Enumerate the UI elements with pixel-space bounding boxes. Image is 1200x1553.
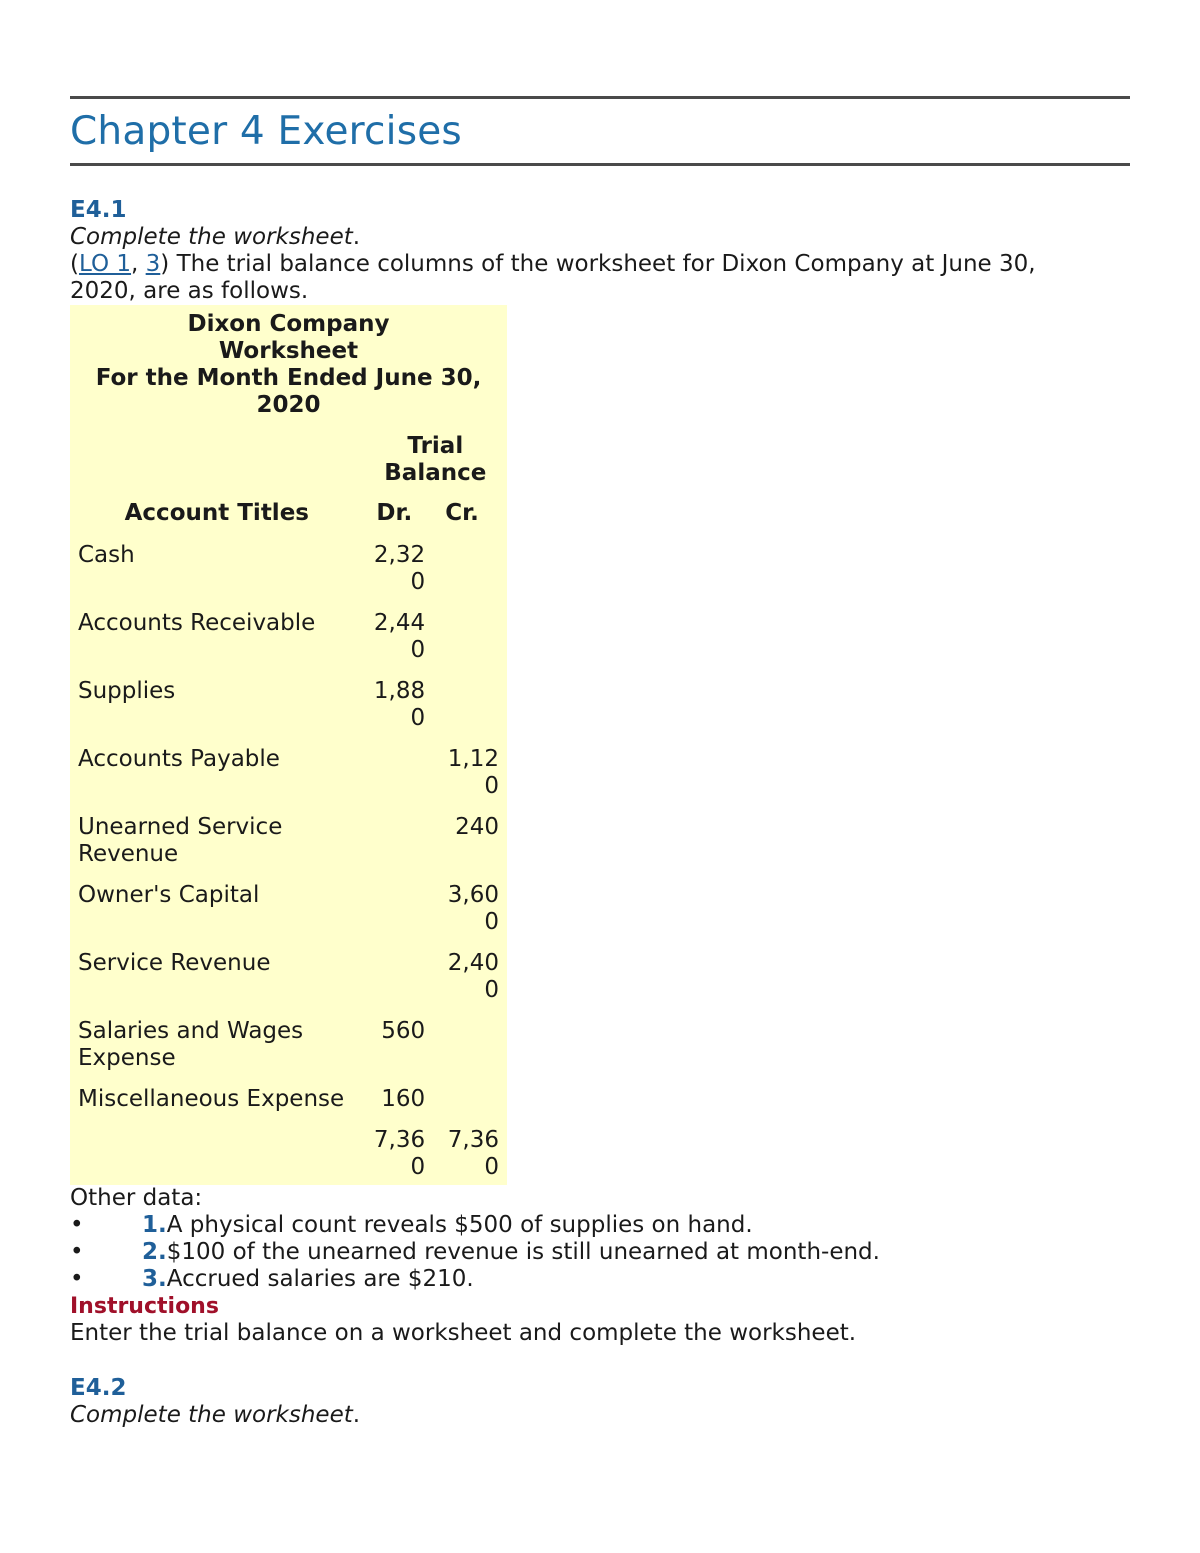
account-title-cell: Accounts Payable bbox=[78, 746, 280, 772]
worksheet-total-row bbox=[70, 1127, 507, 1181]
debit-cell bbox=[364, 1086, 426, 1127]
document-page bbox=[70, 96, 1130, 1429]
total-credit-cell bbox=[425, 1127, 507, 1181]
bullet-icon: • bbox=[70, 1212, 84, 1238]
total-debit-cell-value: 7,360 bbox=[373, 1127, 426, 1180]
instructions-text: Enter the trial balance on a worksheet and complete the worksheet. bbox=[70, 1320, 857, 1346]
title-underline-rule bbox=[70, 163, 1130, 166]
worksheet-column-header-row bbox=[70, 500, 507, 542]
account-title-cell: Accounts Receivable bbox=[78, 610, 316, 636]
credit-cell bbox=[425, 950, 507, 1018]
worksheet-row bbox=[70, 1018, 507, 1086]
worksheet-title: Worksheet bbox=[218, 338, 359, 364]
col-header-cr: Cr. bbox=[445, 500, 479, 526]
exercise-heading: E4.1 bbox=[70, 197, 127, 223]
trial-header-line-1: Trial bbox=[407, 433, 464, 459]
other-data-item bbox=[70, 1266, 1130, 1293]
debit-cell bbox=[364, 950, 426, 1018]
debit-cell bbox=[364, 542, 426, 610]
debit-cell-value: 2,320 bbox=[373, 542, 426, 595]
other-data-list bbox=[70, 1212, 1130, 1293]
account-title-cell: Cash bbox=[78, 542, 135, 568]
credit-cell-value: 2,400 bbox=[447, 950, 499, 1003]
col-header-account: Account Titles bbox=[124, 500, 309, 526]
lo-link-3[interactable]: 3 bbox=[145, 251, 161, 277]
account-title-cell: Unearned Service Revenue bbox=[78, 814, 283, 867]
exercise-subtitle-end: . bbox=[352, 224, 361, 250]
account-title-cell: Owner's Capital bbox=[78, 882, 260, 908]
trial-header-line-2: Balance bbox=[384, 460, 487, 486]
debit-cell bbox=[364, 610, 426, 678]
top-rule bbox=[70, 96, 1130, 99]
worksheet-company: Dixon Company bbox=[187, 311, 390, 337]
worksheet-period-line-2: 2020 bbox=[256, 392, 321, 418]
bullet-icon: • bbox=[70, 1266, 84, 1292]
credit-cell bbox=[425, 1086, 507, 1127]
worksheet-row bbox=[70, 950, 507, 1018]
col-header-dr: Dr. bbox=[376, 500, 413, 526]
credit-cell bbox=[425, 746, 507, 814]
credit-cell bbox=[425, 542, 507, 610]
other-data-label: Other data: bbox=[70, 1185, 203, 1211]
intro-text: ) The trial balance columns of the worksheet for Dixon Company at June 30, bbox=[160, 251, 1036, 277]
debit-cell bbox=[364, 746, 426, 814]
account-title-cell: Salaries and Wages Expense bbox=[78, 1018, 304, 1071]
intro-paren: ( bbox=[70, 251, 79, 277]
worksheet-row bbox=[70, 542, 507, 610]
item-text: A physical count reveals $500 of supplies on hand. bbox=[166, 1212, 753, 1238]
exercise-intro bbox=[70, 251, 1130, 278]
credit-cell bbox=[425, 610, 507, 678]
total-label-cell bbox=[70, 1127, 364, 1181]
worksheet-row bbox=[70, 814, 507, 882]
debit-cell bbox=[364, 1018, 426, 1086]
item-number: 2. bbox=[142, 1239, 167, 1265]
worksheet-row bbox=[70, 746, 507, 814]
lo-separator: , bbox=[131, 251, 146, 277]
item-text: $100 of the unearned revenue is still unearned at month-end. bbox=[166, 1239, 880, 1265]
debit-cell-value: 560 bbox=[381, 1018, 426, 1044]
total-debit-cell bbox=[364, 1127, 426, 1181]
chapter-title: Chapter 4 Exercises bbox=[70, 109, 462, 154]
exercise-subtitle bbox=[70, 224, 1130, 251]
debit-cell-value: 160 bbox=[381, 1086, 426, 1112]
worksheet-period-line-1: For the Month Ended June 30, bbox=[95, 365, 482, 391]
debit-cell bbox=[364, 882, 426, 950]
item-number: 3. bbox=[142, 1266, 167, 1292]
account-title-cell: Miscellaneous Expense bbox=[78, 1086, 345, 1112]
exercise-2-subtitle-end: . bbox=[352, 1402, 361, 1428]
trial-balance-header bbox=[364, 421, 507, 500]
exercise-2-subtitle-text: Complete the worksheet bbox=[70, 1402, 353, 1428]
credit-cell bbox=[425, 678, 507, 746]
worksheet-box bbox=[70, 305, 507, 1185]
credit-cell-value: 1,120 bbox=[447, 746, 499, 799]
worksheet-row bbox=[70, 1086, 507, 1127]
credit-cell bbox=[425, 882, 507, 950]
exercise-intro-line-2: 2020, are as follows. bbox=[70, 278, 309, 304]
other-data-item bbox=[70, 1239, 1130, 1266]
lo-link-1[interactable]: LO 1 bbox=[78, 251, 132, 277]
worksheet-table bbox=[70, 421, 507, 1181]
worksheet-heading bbox=[70, 311, 507, 419]
total-credit-cell-value: 7,360 bbox=[447, 1127, 499, 1180]
exercise-2-subtitle bbox=[70, 1402, 1130, 1429]
worksheet-row bbox=[70, 610, 507, 678]
debit-cell bbox=[364, 678, 426, 746]
worksheet-row bbox=[70, 882, 507, 950]
item-number: 1. bbox=[142, 1212, 167, 1238]
credit-cell-value: 240 bbox=[455, 814, 499, 840]
debit-cell-value: 2,440 bbox=[373, 610, 426, 663]
item-text: Accrued salaries are $210. bbox=[166, 1266, 474, 1292]
account-title-cell: Supplies bbox=[78, 678, 176, 704]
other-data-item bbox=[70, 1212, 1130, 1239]
credit-cell bbox=[425, 814, 507, 882]
worksheet-row bbox=[70, 678, 507, 746]
worksheet-group-header-row bbox=[70, 421, 507, 500]
exercise-subtitle-text: Complete the worksheet bbox=[70, 224, 353, 250]
account-title-cell: Service Revenue bbox=[78, 950, 271, 976]
credit-cell bbox=[425, 1018, 507, 1086]
exercise-heading-2: E4.2 bbox=[70, 1375, 127, 1401]
bullet-icon: • bbox=[70, 1239, 84, 1265]
credit-cell-value: 3,600 bbox=[447, 882, 499, 935]
instructions-label: Instructions bbox=[70, 1294, 219, 1319]
debit-cell bbox=[364, 814, 426, 882]
debit-cell-value: 1,880 bbox=[373, 678, 426, 731]
